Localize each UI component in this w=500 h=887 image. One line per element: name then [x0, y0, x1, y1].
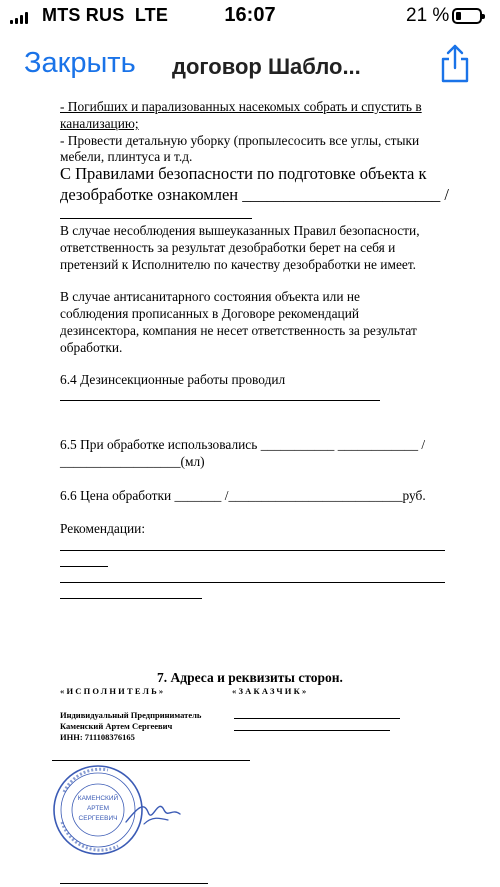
blank-line [60, 566, 108, 567]
blank-line [60, 598, 202, 599]
doc-line: канализацию; [60, 116, 139, 131]
doc-line: мебели, плинтуса и т.д. [60, 149, 193, 164]
document-title: договор Шабло... [172, 54, 361, 79]
customer-blank-line [234, 730, 390, 731]
executor-label: «ИСПОЛНИТЕЛЬ» [60, 686, 166, 696]
network-type: LTE [134, 5, 169, 25]
signature-line [60, 218, 252, 219]
section-6-6: 6.6 Цена обработки _______ /__________________________руб. [60, 488, 426, 503]
document-page[interactable] [0, 90, 500, 887]
paragraph-line: В случае несоблюдения вышеуказанных Правил безопасности, [60, 223, 420, 238]
status-bar [0, 0, 500, 34]
customer-blank-line [234, 718, 400, 719]
paragraph-line: В случае антисанитарного состояния объекта или не [60, 289, 360, 304]
battery-percent: 21 % [406, 5, 450, 26]
doc-line: - Провести детальную уборку (пропылесосить все углы, стыки [60, 133, 420, 148]
share-icon[interactable] [438, 44, 472, 84]
stamp-icon [48, 762, 188, 857]
executor-line: Индивидуальный Предприниматель [60, 710, 202, 720]
executor-line: Каменский Артем Сергеевич [60, 721, 173, 731]
close-button[interactable]: Закрыть [24, 47, 136, 79]
doc-line: - Погибших и парализованных насекомых собрать и спустить в [60, 99, 422, 114]
paragraph-line: ответственность за результат дезобработки берет на себя и [60, 240, 396, 255]
stamp-text: АРТЕМ [86, 805, 110, 812]
battery-icon [452, 8, 482, 24]
section-6-5: __________________(мл) [60, 454, 205, 469]
signature-line [60, 883, 208, 884]
rules-line: дезобработке ознакомлен ________________________ / [60, 185, 449, 204]
stamp-text: СЕРГЕЕВИЧ [78, 815, 118, 822]
section-6-4: 6.4 Дезинсекционные работы проводил [60, 372, 286, 387]
stamp-text: КАМЕНСКИЙ [77, 795, 119, 802]
section-6-5: 6.5 При обработке использовались ___________ ____________ / [60, 437, 426, 452]
paragraph-line: обработки. [60, 340, 123, 355]
signature-line [52, 760, 250, 761]
navigation-bar [0, 40, 500, 90]
customer-label: «ЗАКАЗЧИК» [232, 686, 309, 696]
blank-line [60, 582, 445, 583]
section-7-title: 7. Адреса и реквизиты сторон. [157, 670, 343, 685]
paragraph-line: соблюдения прописанных в Договоре рекомендаций [60, 306, 360, 321]
blank-line [60, 550, 445, 551]
blank-line [60, 400, 380, 401]
paragraph-line: претензий к Исполнителю по качеству дезобработки не имеет. [60, 257, 417, 272]
clock: 16:07 [224, 4, 276, 26]
recommendations-label: Рекомендации: [60, 521, 146, 536]
carrier-name: MTS RUS [42, 5, 125, 25]
executor-line: ИНН: 711108376165 [60, 732, 135, 742]
paragraph-line: дезинсектора, компания не несет ответственность за результат [60, 323, 417, 338]
rules-line: С Правилами безопасности по подготовке объекта к [60, 164, 427, 183]
